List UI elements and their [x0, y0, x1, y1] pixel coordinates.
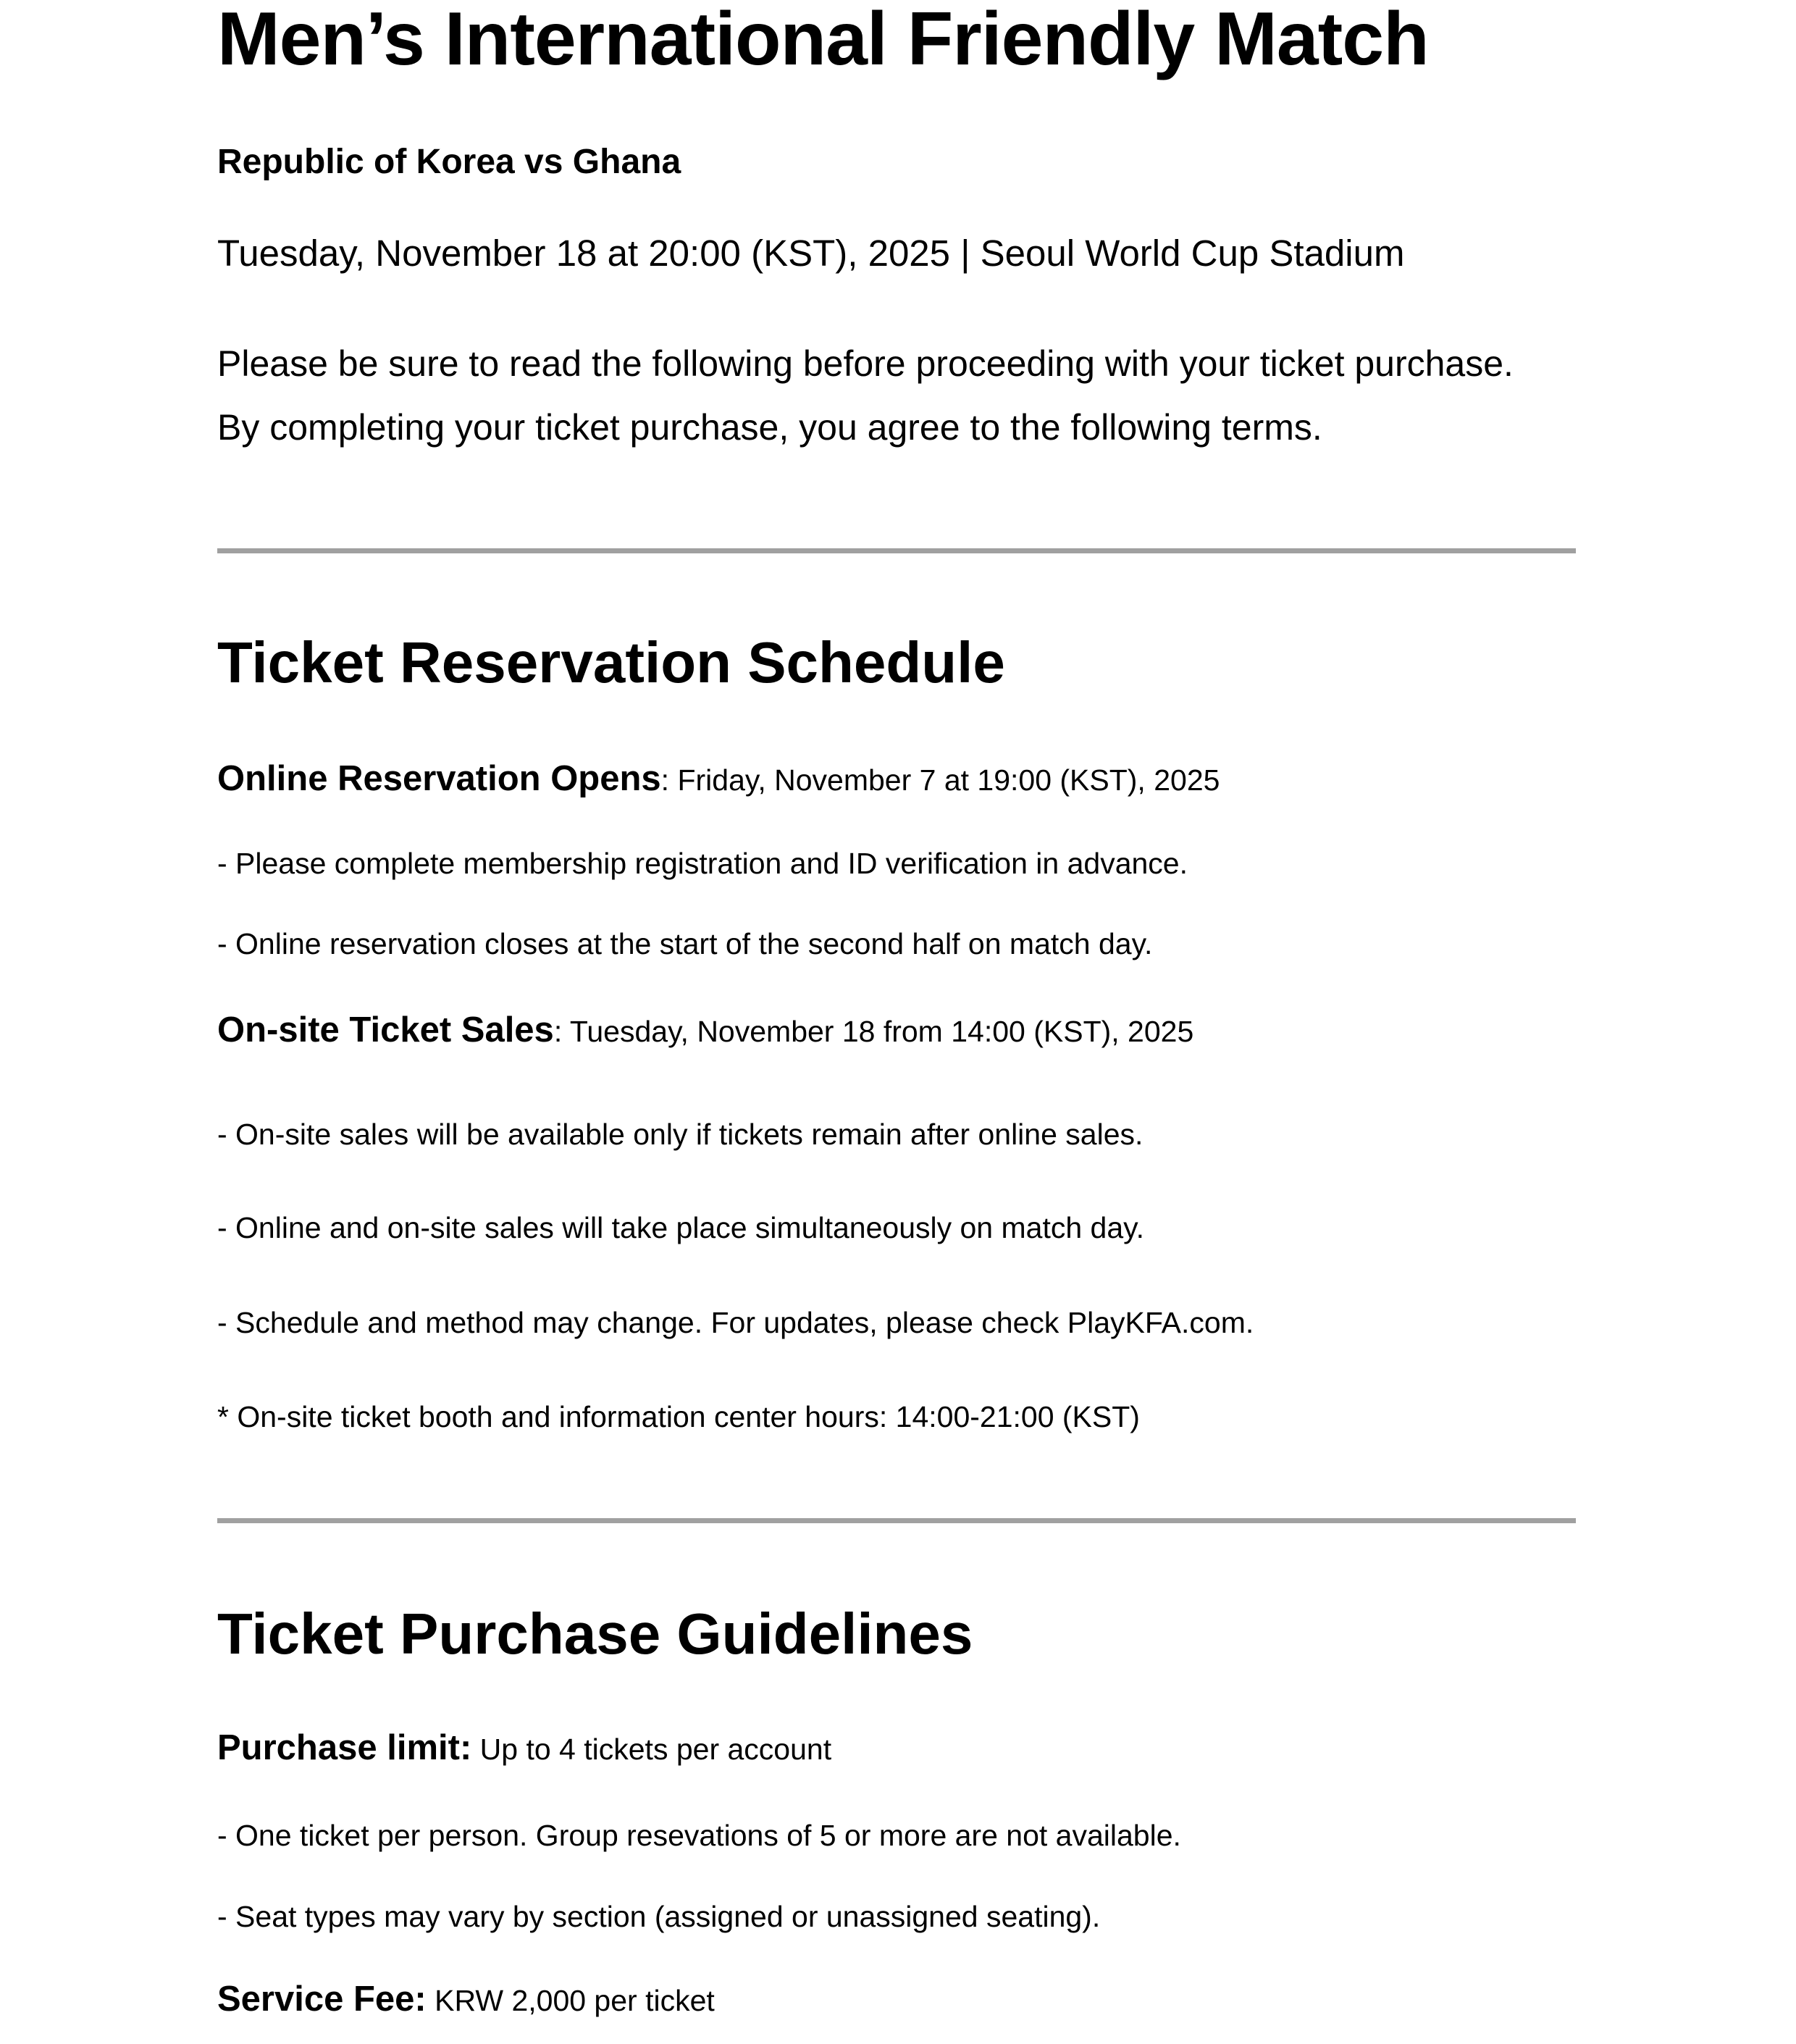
onsite-note-2: - Online and on-site sales will take place simultaneously on match day. — [217, 1211, 1144, 1244]
online-reservation-label: Online Reservation Opens — [217, 759, 661, 798]
online-reservation-value: : Friday, November 7 at 19:00 (KST), 2025 — [660, 763, 1220, 797]
limit-note-1: - One ticket per person. Group resevations of 5 or more are not available. — [217, 1819, 1181, 1852]
service-fee-label: Service Fee: — [217, 1980, 427, 2019]
section-divider — [217, 548, 1576, 553]
matchup-subtitle: Republic of Korea vs Ghana — [217, 143, 681, 181]
online-reservation-line — [217, 761, 1220, 797]
onsite-note-3: - Schedule and method may change. For updates, please check PlayKFA.com. — [217, 1306, 1254, 1339]
service-fee-value: KRW 2,000 per ticket — [426, 1984, 715, 2017]
purchase-limit-value: Up to 4 tickets per account — [471, 1733, 832, 1766]
purchase-limit-label: Purchase limit: — [217, 1728, 472, 1767]
guidelines-heading: Ticket Purchase Guidelines — [217, 1601, 973, 1666]
match-datetime-venue: Tuesday, November 18 at 20:00 (KST), 2025 | Seoul World Cup Stadium — [217, 233, 1405, 274]
onsite-sales-label: On-site Ticket Sales — [217, 1010, 554, 1050]
schedule-heading: Ticket Reservation Schedule — [217, 630, 1005, 695]
online-note-2: - Online reservation closes at the start of the second half on match day. — [217, 927, 1153, 960]
onsite-sales-line — [217, 1010, 1194, 1050]
intro-line-2: By completing your ticket purchase, you agree to the following terms. — [217, 407, 1322, 448]
section-divider — [217, 1518, 1576, 1523]
purchase-limit-line — [217, 1730, 831, 1766]
intro-line-1: Please be sure to read the following before proceeding with your ticket purchase. — [217, 343, 1514, 384]
page-title: Men’s International Friendly Match — [217, 0, 1429, 81]
onsite-note-1: - On-site sales will be available only if tickets remain after online sales. — [217, 1118, 1144, 1151]
service-fee-line — [217, 1982, 715, 2017]
onsite-note-hours: * On-site ticket booth and information center hours: 14:00-21:00 (KST) — [217, 1400, 1140, 1433]
online-note-1: - Please complete membership registration and ID verification in advance. — [217, 847, 1188, 880]
onsite-sales-value: : Tuesday, November 18 from 14:00 (KST), 2025 — [553, 1015, 1194, 1048]
limit-note-2: - Seat types may vary by section (assigned or unassigned seating). — [217, 1900, 1101, 1933]
